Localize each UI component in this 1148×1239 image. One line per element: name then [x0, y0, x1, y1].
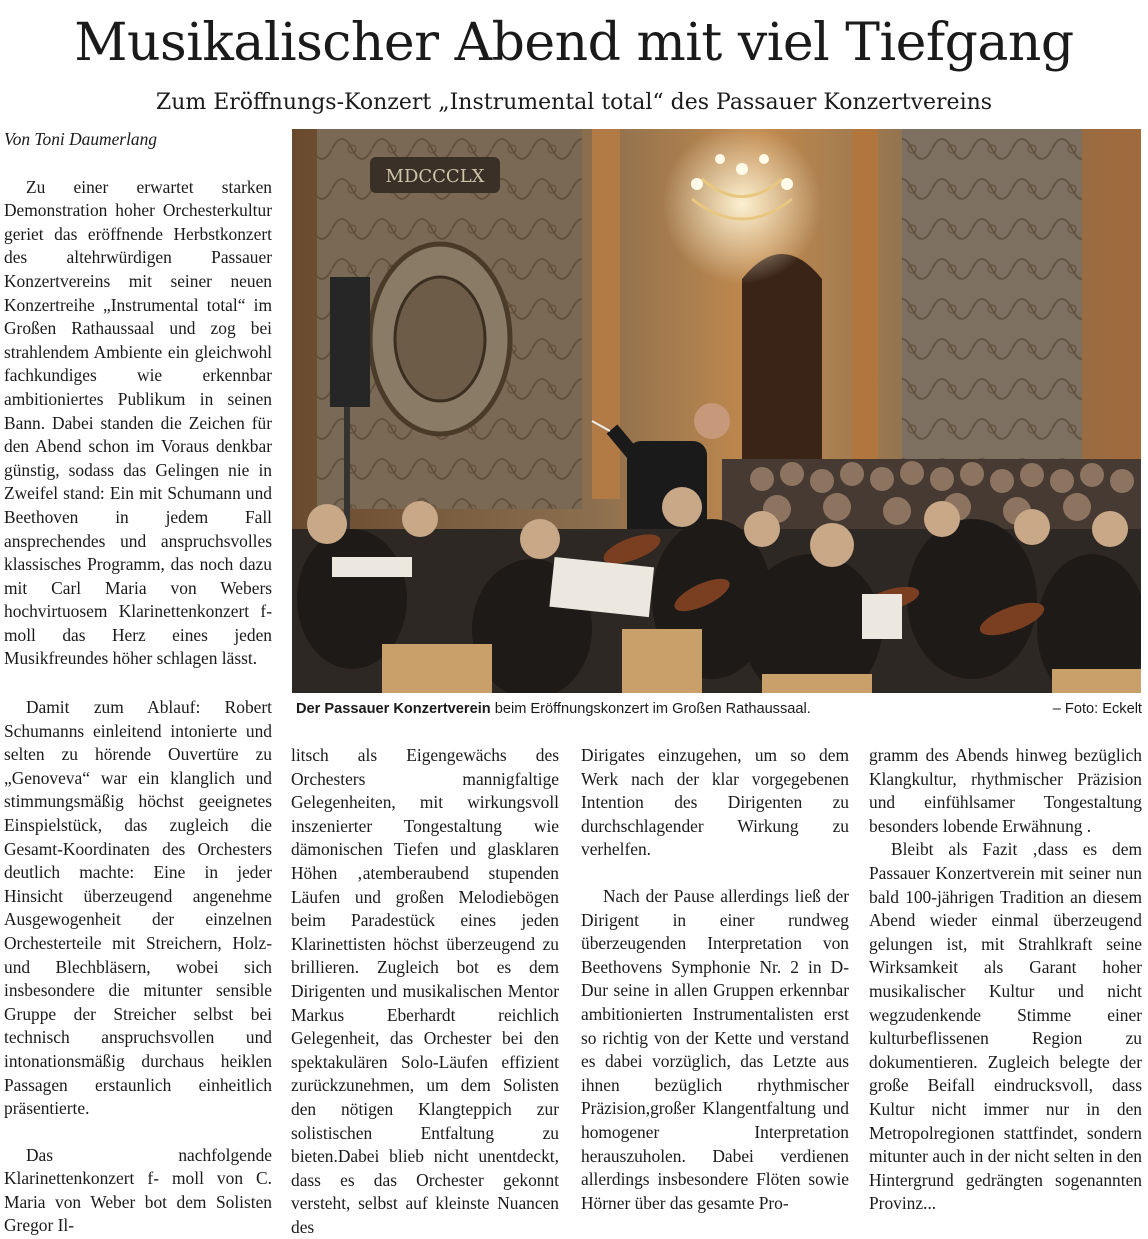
photo-credit: – Foto: Eckelt: [1052, 701, 1142, 717]
plaque-text: MDCCCLX: [385, 166, 485, 187]
column-2: [291, 744, 559, 1239]
column-1-lower: [4, 696, 272, 1238]
paragraph-illitsch: litsch als Eigengewächs des Orchesters mannigfaltige Gelegenheiten, mit wirkungsvoll inszenierter Tongestaltung wie dämonischen Tiefen und glasklaren Höhen ‚atemberaubend stupenden Läufen und großen Melodiebögen beim Paradestück eines jeden Klarinettisten höchst überzeugend zu brillieren. Zugleich bot es dem Dirigenten und musikalischen Mentor Markus Eberhardt reichlich Gelegenheit, das Orchester bei den spektakulären Solo-Läufen effizient zurückzunehmen, um dem Solisten den nötigen Klangteppich zur solistischen Entfaltung zu bieten.Dabei blieb nicht unentdeckt, dass es das Orchester gekonnt versteht, selbst auf kleinste Nuancen des: [291, 745, 559, 1237]
photo-caption: [296, 698, 1142, 720]
paragraph-klarinette: Das nachfolgende Klarinettenkonzert f- moll von C. Maria von Weber bot dem Solisten Gregor Il-: [4, 1144, 272, 1236]
paragraph-intro: Zu einer erwartet starken Demonstration hoher Orchesterkultur geriet das eröffnende Herbstkonzert des altehrwürdigen Passauer Konzertvereins mit seiner neuen Konzertreihe „Instrumental total“ im Großen Rathaussaal und zog bei strahlendem Ambiente ein gleichwohl fachkundiges wie erkennbar ambitioniertes Publikum in seinen Bann. Dabei standen die Zeichen für den Abend schon im Voraus denkbar günstig, sodass das Gelingen nie in Zweifel stand: Ein mit Schumann und Beethoven in jedem Fall ansprechendes und anspruchsvolles klassisches Programm, das noch dazu mit Carl Maria von Webers hochvirtuosem Klarinettenkonzert f-moll das Herz eines jeden Musikfreundes höher schlagen lässt.: [4, 176, 272, 669]
column-3: [581, 744, 849, 1215]
subheadline: Zum Eröffnungs-Konzert „Instrumental total“ des Passauer Konzertvereins: [155, 90, 993, 115]
column-1-upper: [4, 128, 272, 671]
paragraph-ablauf: Damit zum Ablauf: Robert Schumanns einleitend intonierte und selten zu hörende Ouvertüre zu „Genoveva“ war ein klanglich und stimmungsmäßig höchst geeignetes Einspielstück, das zugleich die Gesamt-Koordinaten des Orchesters deutlich machte: Eine in jeder Hinsicht überzeugend angenehme Ausgewogenheit der einzelnen Orchesterteile mit Streichern, Holz- und Blechbläsern, wobei sich insbesondere die mitunter sensible Gruppe der Streicher selbst bei technisch anspruchsvollen und intonationsmäßig durchaus heiklen Passagen erstaunlich einheitlich präsentierte.: [4, 697, 272, 1119]
paragraph-dirigat: Dirigates einzugehen, um so dem Werk nach der klar vorgegebenen Intention des Dirigenten zu durchschlagender Wirkung zu verhelfen.: [581, 745, 849, 860]
caption-text: [296, 698, 811, 720]
paragraph-programm: gramm des Abends hinweg bezüglich Klangkultur, rhythmischer Präzision und einfühlsamer Tongestaltung besonders lobende Erwähnung .: [869, 745, 1142, 836]
paragraph-pause: Nach der Pause allerdings ließ der Dirigent in einer rundweg überzeugenden Interpretation von Beethovens Symphonie Nr. 2 in D-Dur seine in allen Gruppen erkennbar ambitionierten Instrumentalisten erst so richtig von der Kette und verstand es dabei vorzüglich, das Letzte aus ihnen bezüglich rhythmischer Präzision,großer Klangentfaltung und homogener Interpretation herauszuholen. Dabei verdienen allerdings insbesondere Flöten sowie Hörner über das gesamte Pro-: [581, 885, 849, 1213]
column-4: [869, 744, 1142, 1216]
caption-bold: Der Passauer Konzertverein: [296, 701, 491, 717]
paragraph-fazit: Bleibt als Fazit ‚dass es dem Passauer Konzertverein mit seiner nun bald 100-jährigen Tradition an diesem Abend wieder einmal überzeugend gelungen ist, mit Strahlkraft seine Wirksamkeit als Garant hoher musikalischer Kultur und nicht wegzudenkende Stimme einer kulturbeflissenen Region zu dokumentieren. Zugleich belegte der große Beifall eindrucksvoll, dass Kultur nicht immer nur in den Metropolregionen stattfindet, sondern mitunter auch in der nicht selten in den Hintergrund gedrängten sogenannten Provinz...: [869, 839, 1142, 1214]
caption-rest: beim Eröffnungskonzert im Großen Rathaussaal.: [490, 701, 811, 717]
concert-photo: [292, 129, 1141, 693]
headline: Musikalischer Abend mit viel Tiefgang: [74, 13, 1074, 73]
author-byline: Von Toni Daumerlang: [4, 129, 157, 149]
